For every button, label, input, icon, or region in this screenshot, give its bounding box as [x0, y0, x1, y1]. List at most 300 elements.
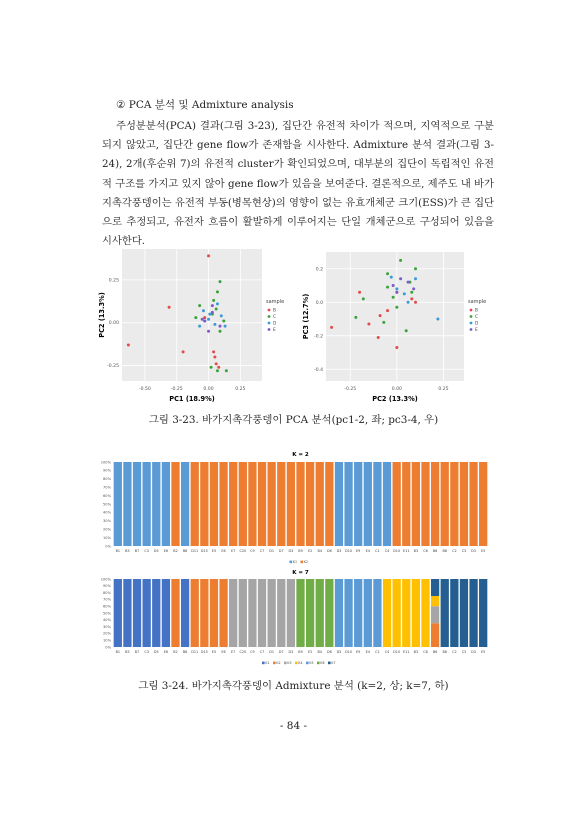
bar-segment-K2 [239, 462, 247, 546]
data-point-B [414, 301, 417, 304]
legend-label: D [273, 321, 277, 327]
x-tick-label: E5 [481, 650, 486, 654]
legend-label: K7 [331, 661, 336, 665]
x-tick-label: B3 [413, 650, 419, 654]
bar-segment-K2 [460, 462, 468, 546]
x-tick-label: D10 [393, 549, 401, 553]
y-tick-label: 0.00 [108, 321, 119, 327]
figure-24-caption: 그림 3-24. 바가지촉각풍뎅이 Admixture 분석 (k=2, 상; k=7, 하) [138, 680, 449, 692]
bar-segment-K1 [114, 579, 122, 647]
section-paragraph: 주성분분석(PCA) 결과(그림 3-23), 집단간 유전적 차이가 적으며, 지역적으로 구분되지 않았고, 집단간 gene flow가 존재함을 시사한다. Admixture 분석 결과(그림 3-24), 2개(후순위 7)의 유전적 cluster가 확인되었으며, 대부분의 집단이 독립적인 유전적 구조를 가지고 있지 않아 gene flow가 있음을 보여준다. 결론적으로, 제주도 내 바가지촉각풍뎅이는 유전적 부동(병목현상)의 영향이 없는 유효개체군 크기(ESS)가 큰 집단으로 추정되고, 유전자 흐름이 활발하게 이루어지는 단일 개체군으로 구성되어 있음을 시사한다. [102, 120, 494, 248]
bar-segment-K2 [248, 462, 256, 546]
data-point-D [213, 323, 216, 326]
bar-segment-K5 [354, 579, 362, 647]
x-tick-label: D3 [471, 650, 476, 654]
x-tick-label: E6 [221, 650, 226, 654]
bar-segment-K1 [383, 462, 391, 546]
bar-segment-K2 [431, 623, 439, 647]
legend-label: C [273, 315, 277, 321]
y-tick-label: 40% [103, 618, 111, 623]
data-point-D [436, 318, 439, 321]
x-tick-label: B8 [182, 650, 188, 654]
bar-segment-K1 [152, 462, 160, 546]
x-tick-label: C3 [461, 650, 467, 654]
data-point-D [207, 318, 210, 321]
x-tick-label: -0.50 [138, 387, 151, 392]
x-tick-label: C9 [250, 650, 255, 654]
y-tick-label: -0.25 [107, 364, 119, 370]
data-point-C [395, 306, 398, 309]
data-point-C [399, 259, 402, 262]
data-point-E [211, 304, 214, 307]
x-tick-label: B3 [413, 549, 419, 553]
bar-segment-K2 [402, 462, 410, 546]
x-tick-label: 0.25 [235, 387, 246, 392]
legend-marker-E [268, 328, 271, 331]
y-tick-label: -0.4 [314, 367, 323, 373]
y-tick-label: 0% [105, 544, 111, 549]
bar-segment-K3 [277, 579, 285, 647]
bar-segment-K1 [162, 462, 170, 546]
bar-segment-K2 [469, 462, 477, 546]
legend-swatch-K2 [301, 561, 304, 564]
bar-segment-K1 [162, 579, 170, 647]
legend-label: K2 [276, 661, 281, 665]
chart-title: K = 2 [292, 452, 309, 458]
y-tick-label: 60% [103, 604, 111, 609]
bar-segment-K6 [296, 579, 304, 647]
bar-segment-K7 [431, 579, 439, 596]
x-tick-label: B5 [125, 650, 130, 654]
bar-segment-K2 [325, 462, 333, 546]
x-tick-label: 0.00 [391, 387, 402, 392]
x-tick-label: B4 [317, 650, 322, 654]
data-point-E [399, 277, 402, 280]
data-point-B [207, 254, 210, 257]
bar-segment-K2 [258, 462, 266, 546]
data-point-E [395, 291, 398, 294]
bar-segment-K4 [383, 579, 391, 647]
legend-swatch-K1 [262, 662, 265, 665]
bar-segment-K7 [441, 579, 449, 647]
bar-segment-K3 [258, 579, 266, 647]
legend-label: K5 [309, 661, 314, 665]
data-point-D [202, 309, 205, 312]
legend-title: sample [266, 299, 285, 305]
x-tick-label: C4 [384, 549, 390, 553]
x-tick-label: B6 [432, 650, 438, 654]
data-point-D [198, 325, 201, 328]
bar-segment-K5 [344, 579, 352, 647]
data-point-E [219, 325, 222, 328]
x-tick-label: E7 [231, 549, 236, 553]
legend-swatch-K5 [306, 662, 309, 665]
data-point-C [386, 286, 389, 289]
x-tick-label: C3 [461, 549, 467, 553]
data-point-B [386, 309, 389, 312]
data-point-B [215, 362, 218, 365]
admixture-k7-chart [96, 568, 492, 668]
x-tick-label: D7 [278, 650, 284, 654]
bar-segment-K1 [373, 462, 381, 546]
x-tick-label: D3 [336, 650, 342, 654]
x-tick-label: B6 [432, 549, 438, 553]
x-axis-label: PC1 (18.9%) [169, 395, 215, 403]
x-tick-label: E2 [307, 650, 313, 654]
x-tick-label: B4 [317, 549, 322, 553]
data-point-C [382, 321, 385, 324]
data-point-D [216, 302, 219, 305]
bar-segment-K6 [306, 579, 314, 647]
bar-segment-K1 [335, 462, 343, 546]
y-tick-label: 20% [103, 527, 111, 532]
data-point-C [392, 296, 395, 299]
bar-segment-K2 [268, 462, 276, 546]
bar-segment-K1 [123, 579, 131, 647]
y-tick-label: 20% [103, 631, 111, 636]
x-tick-label: C3 [144, 549, 149, 553]
x-tick-label: D1 [269, 650, 275, 654]
data-point-D [403, 292, 406, 295]
data-point-B [377, 336, 380, 339]
data-point-B [358, 291, 361, 294]
bar-segment-K1 [123, 462, 131, 546]
data-point-E [392, 284, 395, 287]
data-point-B [379, 314, 382, 317]
y-tick-label: -0.2 [314, 334, 323, 340]
data-point-C [219, 330, 222, 333]
x-tick-label: D5 [153, 650, 159, 654]
x-tick-label: E5 [211, 549, 217, 553]
x-tick-label: C20 [239, 549, 247, 553]
legend-swatch-K1 [290, 561, 293, 564]
x-tick-label: B9 [298, 650, 303, 654]
bar-segment-K2 [316, 462, 324, 546]
bar-segment-K7 [469, 579, 477, 647]
bar-segment-K1 [344, 462, 352, 546]
bar-segment-K2 [219, 462, 227, 546]
x-tick-label: D11 [191, 650, 199, 654]
legend-label: B [475, 308, 478, 314]
x-tick-label: D3 [471, 549, 476, 553]
bar-segment-K2 [171, 579, 179, 647]
y-tick-label: 90% [103, 584, 111, 589]
x-tick-label: D11 [191, 549, 199, 553]
x-tick-label: B2 [173, 650, 178, 654]
data-point-C [212, 299, 215, 302]
y-tick-label: 50% [103, 611, 111, 616]
x-tick-label: C6 [423, 549, 428, 553]
y-tick-label: 40% [103, 510, 111, 515]
legend-swatch-K2 [273, 662, 276, 665]
y-tick-label: 70% [103, 597, 111, 602]
data-point-E [407, 281, 410, 284]
data-point-E [207, 330, 210, 333]
pca-plot-pc3-pc4 [298, 252, 494, 410]
data-point-C [410, 291, 413, 294]
data-point-C [210, 366, 213, 369]
bar-segment-K2 [200, 579, 208, 647]
y-tick-label: 0.25 [108, 278, 119, 284]
x-tick-label: D1 [269, 549, 275, 553]
data-point-E [203, 320, 206, 323]
x-tick-label: C2 [452, 650, 457, 654]
legend-label: B [273, 308, 276, 314]
data-point-D [220, 314, 223, 317]
x-tick-label: C4 [384, 650, 390, 654]
x-tick-label: D15 [200, 549, 208, 553]
legend-swatch-K4 [295, 662, 298, 665]
y-tick-label: 60% [103, 493, 111, 498]
admixture-k2-chart [96, 448, 492, 570]
x-tick-label: C9 [250, 549, 255, 553]
data-point-B [168, 306, 171, 309]
data-point-B [395, 346, 398, 349]
bar-segment-K3 [431, 606, 439, 623]
y-tick-label: 50% [103, 502, 111, 507]
data-point-B [127, 344, 130, 347]
legend-marker-C [470, 315, 473, 318]
data-point-B [212, 350, 215, 353]
x-tick-label: B8 [182, 549, 188, 553]
legend-marker-D [268, 322, 271, 325]
y-axis-label: PC2 (13.3%) [98, 292, 106, 338]
data-point-C [354, 316, 357, 319]
x-tick-label: D10 [345, 650, 353, 654]
data-point-D [208, 313, 211, 316]
legend-marker-B [268, 309, 271, 312]
y-tick-label: 0.2 [315, 267, 323, 273]
x-tick-label: B5 [125, 549, 130, 553]
bar-segment-K6 [325, 579, 333, 647]
bar-segment-K2 [287, 462, 295, 546]
bar-segment-K3 [268, 579, 276, 647]
data-point-B [217, 366, 220, 369]
legend-label: K6 [320, 661, 325, 665]
bar-segment-K2 [277, 462, 285, 546]
x-tick-label: D10 [345, 549, 353, 553]
legend-label: K4 [298, 661, 303, 665]
data-point-E [201, 318, 204, 321]
bar-segment-K2 [306, 462, 314, 546]
bar-segment-K2 [441, 462, 449, 546]
x-tick-label: D7 [278, 549, 284, 553]
bar-segment-K5 [364, 579, 372, 647]
chart-title: K = 7 [292, 570, 309, 576]
x-tick-label: B1 [115, 650, 121, 654]
data-point-E [412, 287, 415, 290]
x-tick-label: E6 [163, 549, 169, 553]
data-point-C [222, 320, 225, 323]
legend-label: K3 [287, 661, 292, 665]
x-tick-label: D15 [200, 650, 208, 654]
bar-segment-K6 [316, 579, 324, 647]
bar-segment-K4 [431, 596, 439, 606]
data-point-C [405, 329, 408, 332]
bar-segment-K1 [133, 462, 141, 546]
bar-segment-K2 [191, 579, 199, 647]
x-tick-label: B1 [115, 549, 121, 553]
x-tick-label: E4 [365, 650, 370, 654]
legend-marker-D [470, 322, 473, 325]
x-tick-label: E11 [403, 549, 410, 553]
legend-marker-B [470, 309, 473, 312]
y-tick-label: 100% [100, 577, 111, 582]
bar-segment-K2 [200, 462, 208, 546]
x-tick-label: E6 [163, 650, 169, 654]
x-tick-label: C1 [375, 650, 380, 654]
pca-plot-pc1-pc2 [94, 247, 294, 410]
data-point-C [414, 267, 417, 270]
bar-segment-K3 [239, 579, 247, 647]
bar-segment-K4 [412, 579, 420, 647]
legend-label: K1 [265, 661, 270, 665]
y-tick-label: 30% [103, 519, 111, 524]
bar-segment-K4 [421, 579, 429, 647]
figure-23-caption: 그림 3-23. 바가지촉각풍뎅이 PCA 분석(pc1-2, 좌; pc3-4, 우) [148, 414, 439, 426]
x-tick-label: C2 [452, 549, 457, 553]
bar-segment-K2 [210, 579, 218, 647]
bar-segment-K1 [181, 462, 189, 546]
x-tick-label: 0.25 [438, 387, 449, 392]
bar-segment-K2 [412, 462, 420, 546]
x-tick-label: D3 [336, 549, 342, 553]
legend-label: E [273, 328, 276, 334]
x-tick-label: -0.25 [344, 387, 357, 392]
bar-segment-K2 [171, 462, 179, 546]
bar-segment-K1 [143, 462, 151, 546]
data-point-C [362, 297, 365, 300]
bar-segment-K1 [181, 579, 189, 647]
bar-segment-K4 [393, 579, 401, 647]
bar-segment-K2 [450, 462, 458, 546]
x-tick-label: E9 [356, 650, 361, 654]
bar-segment-K5 [373, 579, 381, 647]
bar-segment-K1 [143, 579, 151, 647]
data-point-D [414, 277, 417, 280]
bar-segment-K1 [364, 462, 372, 546]
x-tick-label: B7 [134, 549, 140, 553]
data-point-C [219, 280, 222, 283]
bar-segment-K1 [114, 462, 122, 546]
legend-swatch-K7 [328, 662, 331, 665]
data-point-C [386, 272, 389, 275]
bar-segment-K2 [479, 462, 487, 546]
x-tick-label: E9 [356, 549, 361, 553]
legend-label: D [475, 321, 479, 327]
bar-segment-K2 [296, 462, 304, 546]
x-tick-label: E7 [231, 650, 236, 654]
x-tick-label: E4 [365, 549, 370, 553]
x-tick-label: D5 [153, 549, 159, 553]
data-point-D [390, 276, 393, 279]
plot-panel [122, 249, 262, 381]
x-tick-label: C3 [144, 650, 149, 654]
x-tick-label: E6 [221, 549, 226, 553]
x-tick-label: B7 [134, 650, 140, 654]
legend-swatch-K6 [317, 662, 320, 665]
data-point-B [203, 316, 206, 319]
x-tick-label: -0.25 [170, 387, 183, 392]
data-point-B [410, 297, 413, 300]
data-point-B [213, 356, 216, 359]
y-tick-label: 100% [100, 460, 111, 465]
x-tick-label: 0.00 [203, 387, 214, 392]
y-tick-label: 80% [103, 477, 111, 482]
data-point-B [330, 326, 333, 329]
x-tick-label: E5 [481, 549, 486, 553]
data-point-E [211, 311, 214, 314]
legend-label: K2 [303, 560, 309, 564]
bar-segment-K3 [229, 579, 237, 647]
x-tick-label: E11 [403, 650, 410, 654]
x-tick-label: D3 [288, 549, 294, 553]
x-tick-label: D6 [326, 650, 332, 654]
bar-segment-K4 [402, 579, 410, 647]
bar-segment-K7 [479, 579, 487, 647]
y-tick-label: 30% [103, 624, 111, 629]
x-tick-label: D3 [288, 650, 294, 654]
data-point-B [182, 350, 185, 353]
y-tick-label: 10% [103, 535, 111, 540]
y-axis-label: PC3 (12.7%) [302, 293, 310, 340]
x-tick-label: B9 [298, 549, 303, 553]
data-point-C [216, 290, 219, 293]
bar-segment-K2 [191, 462, 199, 546]
x-tick-label: C6 [423, 650, 428, 654]
data-point-C [198, 304, 201, 307]
y-tick-label: 0.0 [315, 300, 323, 306]
legend-label: C [475, 315, 479, 321]
bar-segment-K7 [460, 579, 468, 647]
bar-segment-K5 [335, 579, 343, 647]
page-number: - 84 - [279, 720, 308, 732]
legend-label: K1 [292, 560, 298, 564]
y-tick-label: 10% [103, 638, 111, 643]
x-tick-label: B8 [442, 549, 447, 553]
x-tick-label: C7 [259, 549, 265, 553]
bar-segment-K2 [210, 462, 218, 546]
x-tick-label: C20 [239, 650, 247, 654]
bar-segment-K1 [354, 462, 362, 546]
data-point-C [216, 369, 219, 372]
x-tick-label: E2 [307, 549, 313, 553]
x-tick-label: B2 [173, 549, 178, 553]
x-tick-label: C7 [259, 650, 265, 654]
legend-title: sample [468, 299, 487, 305]
section-heading: ② PCA 분석 및 Admixture analysis [116, 99, 294, 111]
bar-segment-K2 [229, 462, 237, 546]
y-tick-label: 90% [103, 468, 111, 473]
data-point-D [395, 287, 398, 290]
bar-segment-K2 [393, 462, 401, 546]
x-tick-label: E5 [211, 650, 217, 654]
data-point-C [194, 316, 197, 319]
y-tick-label: 0% [105, 645, 111, 650]
bar-segment-K2 [421, 462, 429, 546]
y-tick-label: 80% [103, 590, 111, 595]
x-tick-label: D6 [326, 549, 332, 553]
legend-marker-C [268, 315, 271, 318]
x-axis-label: PC2 (13.3%) [372, 395, 418, 403]
bar-segment-K2 [431, 462, 439, 546]
legend-label: E [475, 328, 478, 334]
bar-segment-K3 [287, 579, 295, 647]
bar-segment-K2 [219, 579, 227, 647]
data-point-D [407, 301, 410, 304]
bar-segment-K1 [133, 579, 141, 647]
x-tick-label: D10 [393, 650, 401, 654]
